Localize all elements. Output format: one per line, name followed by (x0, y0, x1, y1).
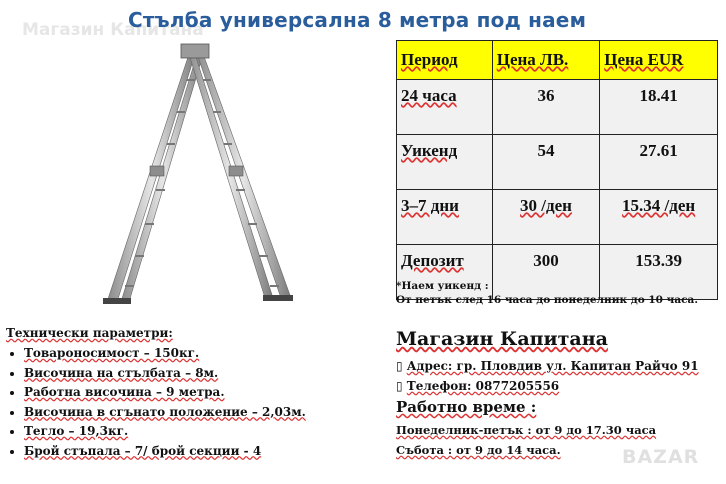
cell-period: 3–7 дни (397, 190, 493, 245)
specs-section (6, 326, 306, 461)
cell-price-eur: 27.61 (600, 135, 718, 190)
page-title: Стълба универсална 8 метра под наем (128, 8, 587, 32)
list-item: • Брой стъпала – 7/ брой секции - 4 (24, 442, 306, 462)
cell-period: Уикенд (397, 135, 493, 190)
hours-saturday: Събота : от 9 до 14 часа. (396, 443, 561, 457)
table-row (397, 80, 718, 135)
ladder-image (95, 40, 295, 310)
note-title: *Наем уикенд : (396, 280, 489, 292)
hours-weekdays: Понеделник-петък : от 9 до 17.30 часа (396, 423, 657, 437)
cell-price-bgn: 54 (492, 135, 600, 190)
bazar-watermark: BAZAR (622, 446, 700, 468)
store-phone: ▯ Телефон: 0877205556 (396, 379, 560, 393)
cell-period: 24 часа (397, 80, 493, 135)
store-address: ▯ Адрес: гр. Пловдив ул. Капитан Райчо 91 (396, 359, 699, 373)
header-price-bgn: Цена ЛВ. (492, 41, 600, 80)
table-row (397, 135, 718, 190)
list-item: • Товароносимост – 150кг. (24, 344, 306, 364)
cell-price-bgn: 300 (492, 245, 600, 300)
store-name: Магазин Капитана (396, 328, 608, 350)
list-item: • Тегло – 19,3кг. (24, 422, 306, 442)
header-price-eur: Цена EUR (600, 41, 718, 80)
work-hours-title: Работно време : (396, 398, 537, 416)
list-item: • Височина на стълбата – 8м. (24, 364, 306, 384)
cell-price-bgn: 30 /ден (492, 190, 600, 245)
table-row (397, 190, 718, 245)
watermark-text: Магазин Капитана (22, 20, 204, 40)
note-text: От петък след 16 часа до понеделник до 10 часа. (396, 294, 698, 306)
address-bullet-icon: ▯ (396, 359, 407, 373)
cell-price-eur: 18.41 (600, 80, 718, 135)
store-info (396, 328, 721, 460)
cell-price-eur: 153.39 (600, 245, 718, 300)
list-item: • Височина в сгънато положение – 2,03м. (24, 403, 306, 423)
specs-list (6, 344, 306, 461)
list-item: • Работна височина – 9 метра. (24, 383, 306, 403)
header-period: Период (397, 41, 493, 80)
cell-price-bgn: 36 (492, 80, 600, 135)
cell-period: Депозит (397, 245, 493, 300)
cell-price-eur: 15.34 /ден (600, 190, 718, 245)
specs-heading: Технически параметри: (6, 326, 173, 340)
price-table (396, 40, 718, 300)
phone-bullet-icon: ▯ (396, 379, 407, 393)
rental-note (396, 279, 698, 307)
table-header-row (397, 41, 718, 80)
